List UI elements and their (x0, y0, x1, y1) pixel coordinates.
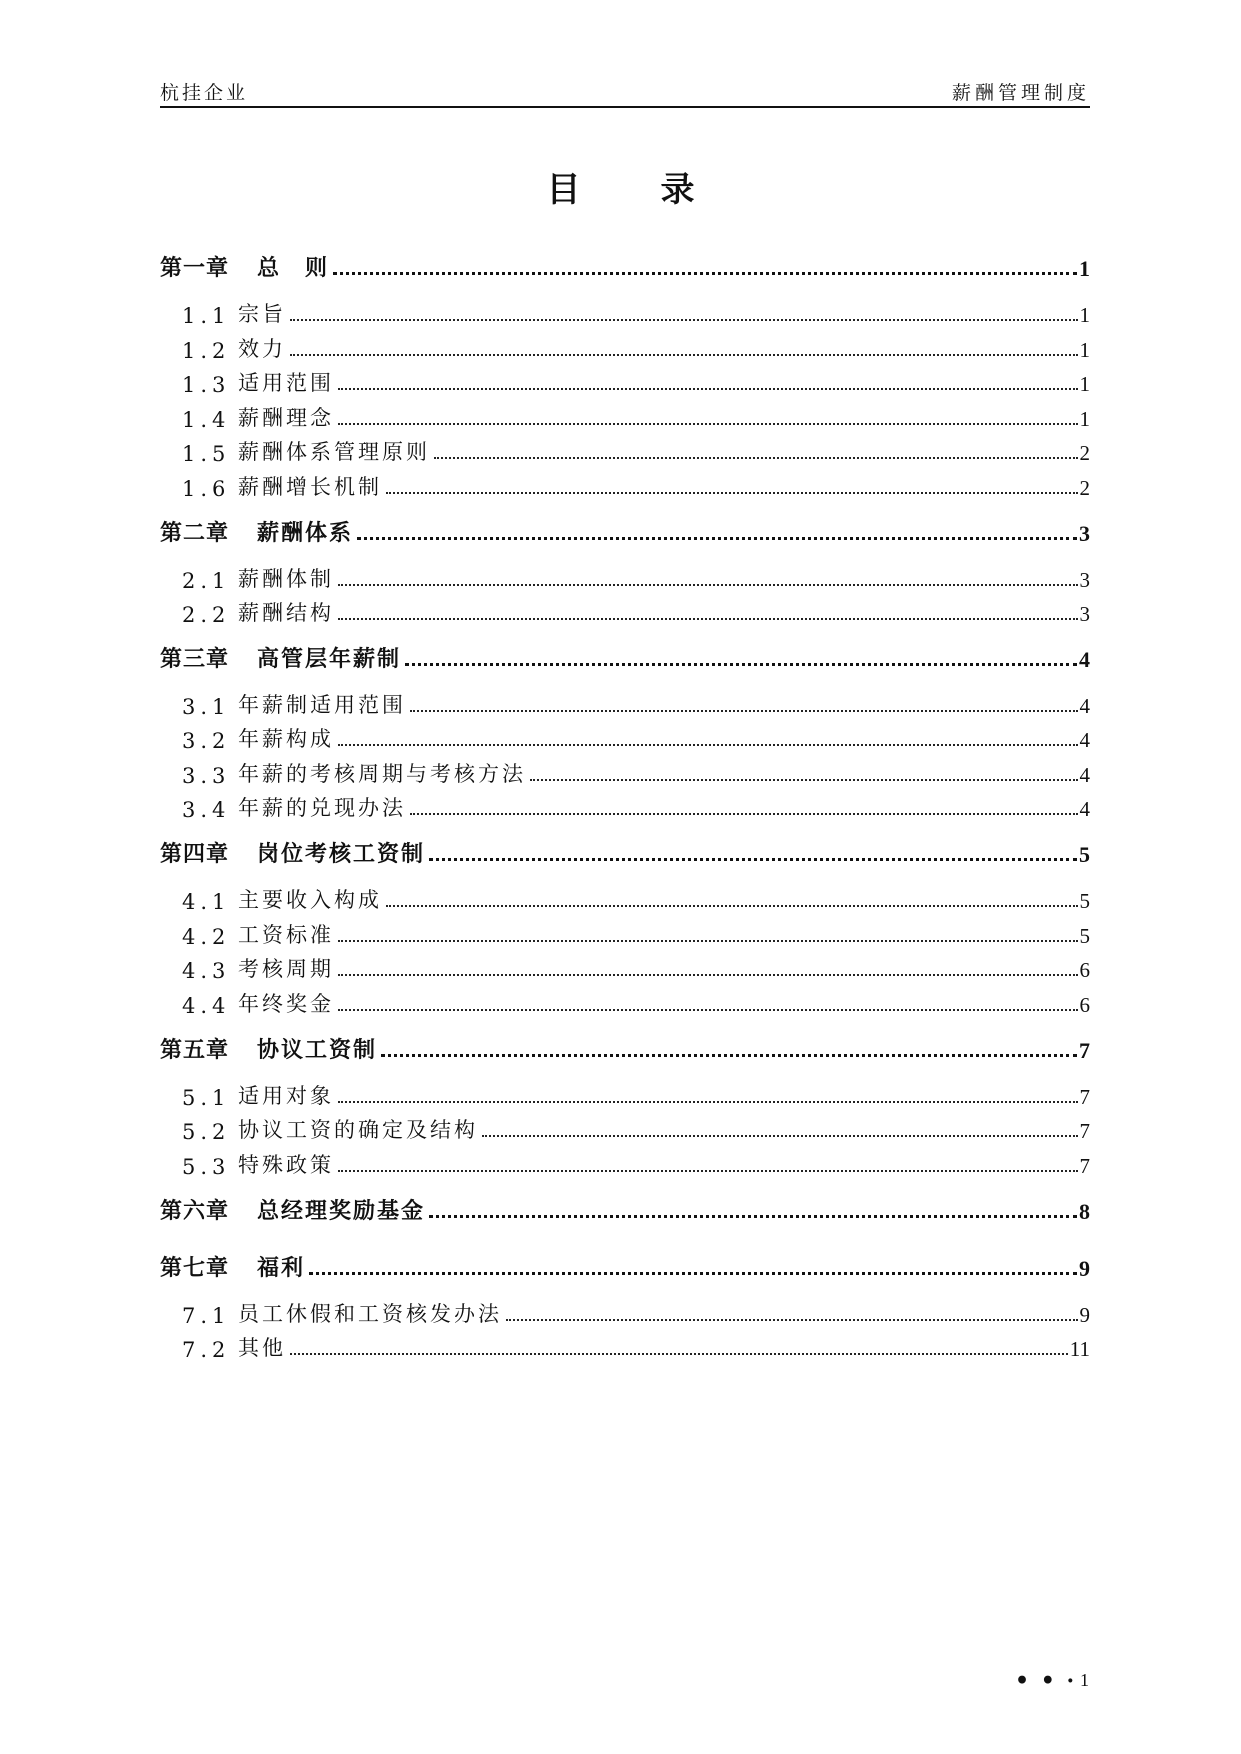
toc-dot-leader (338, 744, 1078, 746)
toc-entry-page: 8 (1079, 1199, 1090, 1224)
toc-entry-title: 协议工资制 (257, 1037, 378, 1063)
toc-entry-title: 适用对象 (238, 1084, 334, 1108)
toc-section-entry[interactable] (182, 951, 1090, 983)
toc-dot-leader (333, 272, 1077, 275)
toc-entry-number: 第三章 (160, 646, 230, 672)
toc-entry-title: 薪酬体系管理原则 (238, 440, 430, 464)
toc-section-entry[interactable] (182, 790, 1090, 822)
toc-entry-page: 5 (1079, 842, 1090, 867)
toc-section-entry[interactable] (182, 1112, 1090, 1144)
toc-entry-title: 高管层年薪制 (257, 646, 402, 672)
toc-chapter-entry[interactable] (160, 1032, 1090, 1064)
toc-entry-number: 第五章 (160, 1037, 230, 1063)
toc-dot-leader (338, 1170, 1078, 1172)
toc-entry-number: 第六章 (160, 1198, 230, 1224)
toc-dot-leader (290, 1353, 1068, 1355)
toc-dot-leader (530, 779, 1078, 781)
toc-entry-number: 1.2 (182, 339, 231, 363)
toc-entry-number: 1.5 (182, 442, 231, 466)
toc-entry-page: 7 (1079, 1119, 1090, 1143)
toc-entry-number: 1.1 (182, 304, 231, 328)
toc-entry-number: 第一章 (160, 255, 230, 281)
toc-entry-number: 4.2 (182, 925, 231, 949)
toc-chapter-entry[interactable] (160, 1250, 1090, 1282)
toc-entry-number: 3.3 (182, 764, 231, 788)
toc-section-entry[interactable] (182, 469, 1090, 501)
toc-entry-number: 5.1 (182, 1086, 231, 1110)
toc-entry-title: 特殊政策 (238, 1153, 334, 1177)
toc-chapter-entry[interactable] (160, 1193, 1090, 1225)
toc-entry-page: 6 (1079, 958, 1090, 982)
footer-page-number: 1 (1080, 1670, 1089, 1690)
toc-section-entry[interactable] (182, 917, 1090, 949)
toc-chapter-entry[interactable] (160, 641, 1090, 673)
footer-dots: • • · (1015, 1668, 1077, 1694)
toc-dot-leader (482, 1135, 1078, 1137)
toc-entry-page: 5 (1079, 924, 1090, 948)
toc-entry-title: 薪酬体制 (238, 567, 334, 591)
toc-dot-leader (338, 974, 1078, 976)
toc-entry-title: 总经理奖励基金 (257, 1198, 426, 1224)
toc-entry-number: 7.1 (182, 1304, 231, 1328)
toc-entry-page: 1 (1079, 338, 1090, 362)
toc-entry-page: 7 (1079, 1154, 1090, 1178)
toc-dot-leader (338, 584, 1078, 586)
toc-section-entry[interactable] (182, 882, 1090, 914)
toc-entry-title: 薪酬理念 (238, 406, 334, 430)
toc-dot-leader (338, 388, 1078, 390)
toc-entry-title: 年薪的考核周期与考核方法 (238, 762, 526, 786)
toc-entry-page: 4 (1079, 728, 1090, 752)
toc-entry-number: 第七章 (160, 1255, 230, 1281)
toc-entry-page: 3 (1079, 602, 1090, 626)
toc-entry-number: 1.6 (182, 477, 231, 501)
toc-dot-leader (338, 940, 1078, 942)
toc-entry-title: 效力 (238, 337, 286, 361)
toc-entry-page: 6 (1079, 993, 1090, 1017)
toc-section-entry[interactable] (182, 365, 1090, 397)
toc-title: 目录 (546, 170, 775, 210)
toc-dot-leader (338, 1009, 1078, 1011)
toc-dot-leader (410, 813, 1078, 815)
toc-entry-page: 1 (1079, 303, 1090, 327)
header-company: 杭挂企业 (160, 82, 249, 104)
toc-entry-number: 3.2 (182, 729, 231, 753)
toc-dot-leader (434, 457, 1078, 459)
toc-dot-leader (338, 423, 1078, 425)
toc-entry-title: 岗位考核工资制 (257, 841, 426, 867)
toc-entry-number: 2.2 (182, 603, 231, 627)
header-doc-title: 薪酬管理制度 (951, 82, 1090, 104)
toc-entry-page: 2 (1079, 441, 1090, 465)
toc-section-entry[interactable] (182, 400, 1090, 432)
toc-entry-number: 5.2 (182, 1120, 231, 1144)
toc-entry-title: 适用范围 (238, 371, 334, 395)
toc-entry-number: 1.4 (182, 408, 231, 432)
toc-dot-leader (381, 1054, 1077, 1057)
toc-entry-page: 11 (1069, 1337, 1090, 1361)
toc-entry-page: 7 (1079, 1038, 1090, 1063)
toc-entry-title: 年薪制适用范围 (238, 693, 406, 717)
toc-dot-leader (410, 710, 1078, 712)
toc-section-entry[interactable] (182, 1147, 1090, 1179)
toc-entry-number: 1.3 (182, 373, 231, 397)
toc-entry-page: 3 (1079, 521, 1090, 546)
toc-chapter-entry[interactable] (160, 515, 1090, 547)
toc-entry-page: 4 (1079, 647, 1090, 672)
toc-entry-page: 9 (1079, 1303, 1090, 1327)
toc-dot-leader (429, 858, 1077, 861)
toc-entry-page: 9 (1079, 1256, 1090, 1281)
toc-chapter-entry[interactable] (160, 836, 1090, 868)
toc-entry-title: 薪酬体系 (257, 520, 354, 546)
toc-dot-leader (506, 1319, 1078, 1321)
toc-dot-leader (309, 1272, 1077, 1275)
toc-entry-number: 3.4 (182, 798, 231, 822)
page-header (160, 74, 1090, 108)
toc-entry-number: 4.3 (182, 959, 231, 983)
toc-entry-number: 3.1 (182, 695, 231, 719)
toc-entry-title: 考核周期 (238, 957, 334, 981)
toc-section-entry[interactable] (182, 1078, 1090, 1110)
toc-section-entry[interactable] (182, 986, 1090, 1018)
toc-entry-title: 年薪的兑现办法 (238, 796, 406, 820)
toc-dot-leader (429, 1215, 1077, 1218)
toc-section-entry[interactable] (182, 1330, 1090, 1362)
toc-entry-title: 工资标准 (238, 923, 334, 947)
toc-entry-page: 7 (1079, 1085, 1090, 1109)
toc-dot-leader (290, 319, 1078, 321)
toc-entry-page: 3 (1079, 568, 1090, 592)
toc-entry-page: 4 (1079, 694, 1090, 718)
toc-section-entry[interactable] (182, 561, 1090, 593)
toc-entry-title: 主要收入构成 (238, 888, 382, 912)
toc-dot-leader (338, 618, 1078, 620)
toc-entry-title: 薪酬增长机制 (238, 475, 382, 499)
toc-entry-page: 4 (1079, 797, 1090, 821)
toc-section-entry[interactable] (182, 331, 1090, 363)
toc-dot-leader (290, 354, 1078, 356)
toc-entry-title: 宗旨 (238, 302, 286, 326)
toc-entry-title: 年薪构成 (238, 727, 334, 751)
toc-section-entry[interactable] (182, 296, 1090, 328)
toc-section-entry[interactable] (182, 434, 1090, 466)
toc-entry-number: 第二章 (160, 520, 230, 546)
toc-entry-page: 1 (1079, 407, 1090, 431)
toc-entry-page: 4 (1079, 763, 1090, 787)
toc-entry-page: 2 (1079, 476, 1090, 500)
toc-entry-title: 总 则 (257, 255, 330, 281)
toc-entry-number: 4.1 (182, 890, 231, 914)
toc-section-entry[interactable] (182, 687, 1090, 719)
toc-entry-title: 福利 (257, 1255, 306, 1281)
toc-dot-leader (386, 492, 1078, 494)
toc-dot-leader (405, 663, 1077, 666)
toc-section-entry[interactable] (182, 595, 1090, 627)
toc-entry-page: 1 (1079, 372, 1090, 396)
toc-entry-number: 2.1 (182, 569, 231, 593)
toc-section-entry[interactable] (182, 1296, 1090, 1328)
toc-chapter-entry[interactable] (160, 250, 1090, 282)
toc-dot-leader (357, 537, 1077, 540)
toc-dot-leader (386, 905, 1078, 907)
toc-entry-title: 协议工资的确定及结构 (238, 1118, 478, 1142)
toc-dot-leader (338, 1101, 1078, 1103)
toc-entry-title: 薪酬结构 (238, 601, 334, 625)
toc-entry-title: 其他 (238, 1336, 286, 1360)
toc-section-entry[interactable] (182, 721, 1090, 753)
toc-entry-number: 5.3 (182, 1155, 231, 1179)
toc-entry-page: 5 (1079, 889, 1090, 913)
toc-entry-number: 4.4 (182, 994, 231, 1018)
toc-entry-title: 年终奖金 (238, 992, 334, 1016)
toc-entry-page: 1 (1079, 256, 1090, 281)
toc-entry-number: 第四章 (160, 841, 230, 867)
toc-entry-number: 7.2 (182, 1338, 231, 1362)
toc-entry-title: 员工休假和工资核发办法 (238, 1302, 502, 1326)
toc-section-entry[interactable] (182, 756, 1090, 788)
